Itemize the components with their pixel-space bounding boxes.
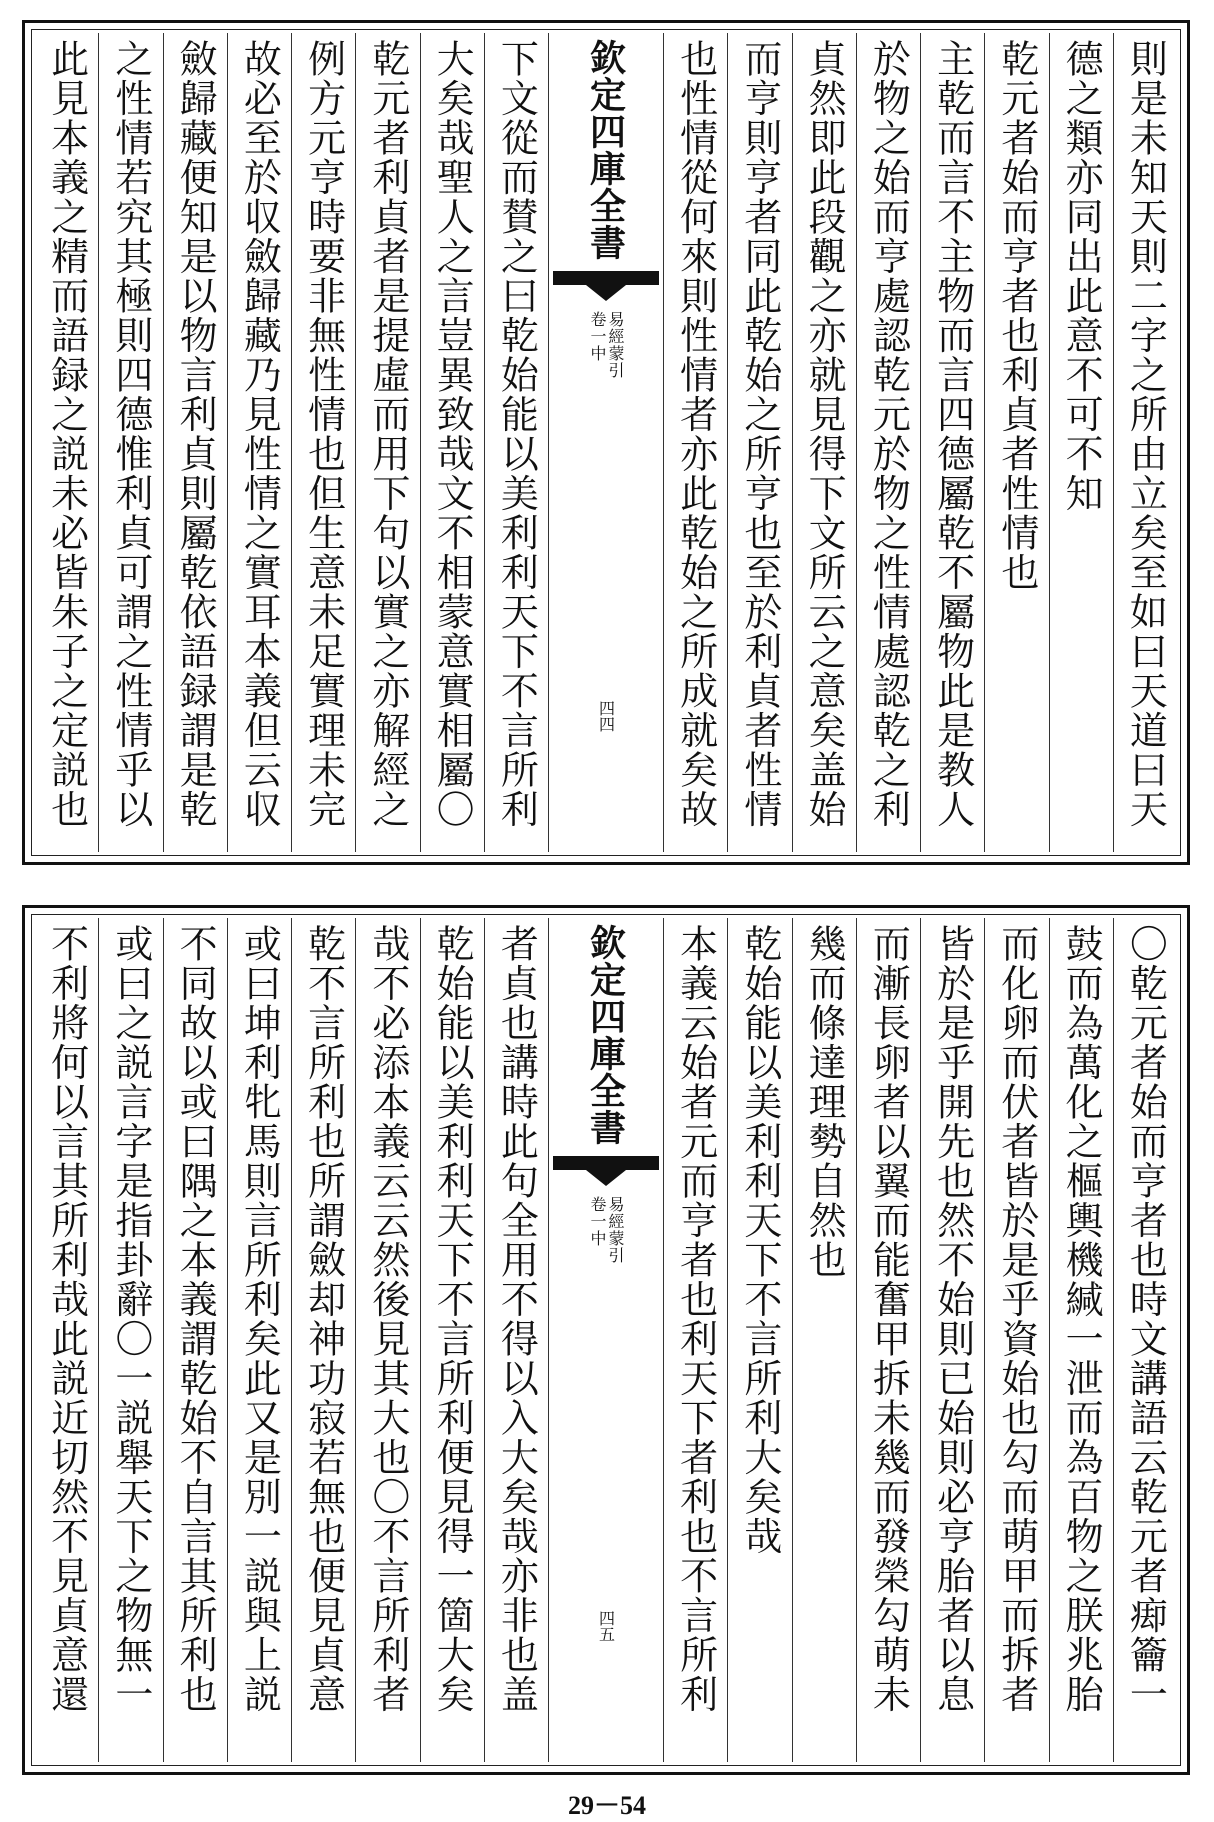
column-text: 大矣哉聖人之言豈異致哉文不相蒙意實相屬〇 [430, 39, 475, 829]
column-text: 下文從而賛之曰乾始能以美利利天下不言所利 [494, 39, 539, 829]
column-text: 皆於是乎開先也然不始則已始則必亨胎者以息 [930, 924, 975, 1714]
column-text: 之性情若究其極則四德惟利貞可謂之性情乎以 [108, 39, 153, 829]
text-column [920, 33, 984, 852]
text-column [1113, 918, 1177, 1762]
fold-caption [549, 311, 663, 379]
text-column [1049, 918, 1113, 1762]
column-text: 德之類亦同出此意不可不知 [1059, 39, 1104, 513]
text-column [984, 33, 1048, 852]
footer-page-number: 29－54 [567, 1791, 646, 1820]
column-text: 〇乾元者始而亨者也時文講語云乾元者㾡籥一 [1123, 924, 1168, 1714]
column-text: 於物之始而亨處認乾元於物之性情處認乾之利 [866, 39, 911, 829]
text-column [98, 918, 162, 1762]
column-text: 鼓而為萬化之樞輿機緘一泄而為百物之朕兆胎 [1059, 924, 1104, 1714]
fold-title: 欽定四庫全書 [584, 924, 627, 1146]
fold-page-number: 四四 [596, 700, 616, 732]
column-text: 乾元者始而亨者也利貞者性情也 [994, 39, 1039, 592]
book-name: 易經蒙引 [606, 1196, 625, 1264]
column-text: 或曰之説言字是指卦辭〇一説舉天下之物無一 [108, 924, 153, 1714]
column-text: 哉不必添本義云云然後見其大也〇不言所利者 [365, 924, 410, 1714]
column-text: 則是未知天則二字之所由立矣至如曰天道曰天 [1123, 39, 1168, 829]
text-column [792, 918, 856, 1762]
text-column [663, 918, 727, 1762]
fishtail-mark [549, 271, 663, 305]
column-text: 而漸長卵者以翼而能奮甲拆未幾而發榮勾萌未 [866, 924, 911, 1714]
text-column [484, 918, 548, 1762]
column-text: 乾不言所利也所謂斂却神功寂若無也便見貞意 [301, 924, 346, 1714]
page-block-bottom [22, 905, 1190, 1775]
column-text: 本義云始者元而亨者也利天下者利也不言所利 [673, 924, 718, 1714]
center-fold [548, 918, 663, 1762]
column-text: 乾始能以美利利天下不言所利大矣哉 [737, 924, 782, 1556]
text-column [291, 918, 355, 1762]
text-column [98, 33, 162, 852]
fold-page-number: 四五 [596, 1610, 616, 1642]
text-column [984, 918, 1048, 1762]
text-column [227, 33, 291, 852]
text-column [792, 33, 856, 852]
text-column [484, 33, 548, 852]
text-column [420, 918, 484, 1762]
text-column [920, 918, 984, 1762]
column-text: 乾始能以美利利天下不言所利便見得一箇大矣 [430, 924, 475, 1714]
fold-caption [549, 1196, 663, 1264]
column-text: 或曰坤利牝馬則言所利矣此又是別一説與上説 [237, 924, 282, 1714]
text-column [35, 918, 98, 1762]
column-text: 例方元亨時要非無性情也但生意未足實理未完 [301, 39, 346, 829]
text-column [1113, 33, 1177, 852]
text-column [355, 918, 419, 1762]
center-fold [548, 33, 663, 852]
column-text: 幾而條達理勢自然也 [802, 924, 847, 1280]
text-column [727, 918, 791, 1762]
fold-title: 欽定四庫全書 [584, 39, 627, 261]
column-text: 斂歸藏便知是以物言利貞則屬乾依語録謂是乾 [173, 39, 218, 829]
column-text: 乾元者利貞者是提虛而用下句以實之亦解經之 [365, 39, 410, 829]
column-text: 主乾而言不主物而言四德屬乾不屬物此是教人 [930, 39, 975, 829]
text-column [355, 33, 419, 852]
text-columns [35, 918, 1177, 1762]
page-block-top [22, 20, 1190, 865]
column-text: 故必至於収斂歸藏乃見性情之實耳本義但云収 [237, 39, 282, 829]
text-column [35, 33, 98, 852]
volume-name: 卷一中 [588, 311, 607, 362]
volume-name: 卷一中 [588, 1196, 607, 1247]
text-column [856, 33, 920, 852]
fishtail-mark [549, 1156, 663, 1190]
column-text: 不利將何以言其所利哉此説近切然不見貞意還 [44, 924, 89, 1714]
book-name: 易經蒙引 [606, 311, 625, 379]
text-column [1049, 33, 1113, 852]
text-columns [35, 33, 1177, 852]
column-text: 貞然即此段觀之亦就見得下文所云之意矣盖始 [802, 39, 847, 829]
text-column [727, 33, 791, 852]
text-column [227, 918, 291, 1762]
column-text: 而化卵而伏者皆於是乎資始也勾而萌甲而拆者 [994, 924, 1039, 1714]
column-text: 此見本義之精而語録之説未必皆朱子之定説也 [44, 39, 89, 829]
text-column [291, 33, 355, 852]
text-column [663, 33, 727, 852]
column-text: 者貞也講時此句全用不得以入大矣哉亦非也盖 [494, 924, 539, 1714]
column-text: 不同故以或曰隅之本義謂乾始不自言其所利也 [173, 924, 218, 1714]
column-text: 而亨則亨者同此乾始之所亨也至於利貞者性情 [737, 39, 782, 829]
text-column [163, 33, 227, 852]
text-column [163, 918, 227, 1762]
text-column [420, 33, 484, 852]
column-text: 也性情從何來則性情者亦此乾始之所成就矣故 [673, 39, 718, 829]
text-column [856, 918, 920, 1762]
